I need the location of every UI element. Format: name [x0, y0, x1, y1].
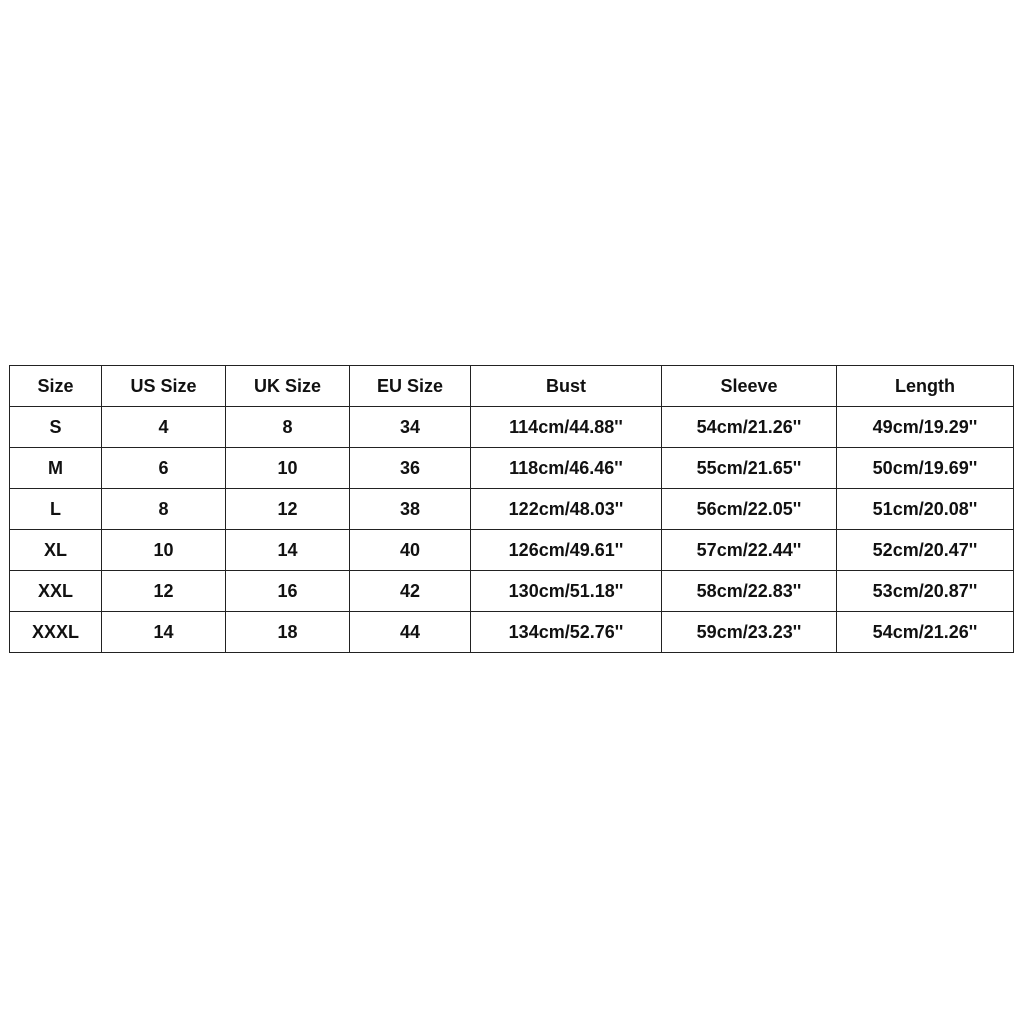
cell-uk-size: 16	[226, 571, 350, 612]
header-row	[10, 366, 1014, 407]
cell-length: 50cm/19.69''	[837, 448, 1014, 489]
cell-sleeve: 55cm/21.65''	[662, 448, 837, 489]
cell-uk-size: 10	[226, 448, 350, 489]
cell-bust: 134cm/52.76''	[471, 612, 662, 653]
header-size: Size	[10, 366, 102, 407]
cell-bust: 130cm/51.18''	[471, 571, 662, 612]
cell-bust: 118cm/46.46''	[471, 448, 662, 489]
cell-eu-size: 36	[350, 448, 471, 489]
cell-us-size: 14	[102, 612, 226, 653]
cell-bust: 114cm/44.88''	[471, 407, 662, 448]
cell-size: S	[10, 407, 102, 448]
cell-sleeve: 58cm/22.83''	[662, 571, 837, 612]
cell-us-size: 8	[102, 489, 226, 530]
cell-sleeve: 57cm/22.44''	[662, 530, 837, 571]
cell-us-size: 12	[102, 571, 226, 612]
table-row	[10, 571, 1014, 612]
cell-length: 51cm/20.08''	[837, 489, 1014, 530]
cell-eu-size: 38	[350, 489, 471, 530]
cell-size: L	[10, 489, 102, 530]
cell-eu-size: 44	[350, 612, 471, 653]
cell-uk-size: 18	[226, 612, 350, 653]
cell-eu-size: 34	[350, 407, 471, 448]
cell-us-size: 6	[102, 448, 226, 489]
header-us-size: US Size	[102, 366, 226, 407]
header-eu-size: EU Size	[350, 366, 471, 407]
cell-length: 49cm/19.29''	[837, 407, 1014, 448]
header-sleeve: Sleeve	[662, 366, 837, 407]
cell-length: 53cm/20.87''	[837, 571, 1014, 612]
table-row	[10, 489, 1014, 530]
cell-uk-size: 14	[226, 530, 350, 571]
cell-uk-size: 8	[226, 407, 350, 448]
cell-sleeve: 54cm/21.26''	[662, 407, 837, 448]
header-length: Length	[837, 366, 1014, 407]
cell-us-size: 4	[102, 407, 226, 448]
cell-length: 52cm/20.47''	[837, 530, 1014, 571]
size-chart-table	[9, 365, 1014, 653]
cell-size: XXL	[10, 571, 102, 612]
cell-size: XXXL	[10, 612, 102, 653]
cell-eu-size: 42	[350, 571, 471, 612]
table-row	[10, 407, 1014, 448]
cell-sleeve: 59cm/23.23''	[662, 612, 837, 653]
table-row	[10, 530, 1014, 571]
header-uk-size: UK Size	[226, 366, 350, 407]
cell-size: M	[10, 448, 102, 489]
cell-size: XL	[10, 530, 102, 571]
cell-sleeve: 56cm/22.05''	[662, 489, 837, 530]
cell-length: 54cm/21.26''	[837, 612, 1014, 653]
table-row	[10, 612, 1014, 653]
cell-bust: 126cm/49.61''	[471, 530, 662, 571]
cell-eu-size: 40	[350, 530, 471, 571]
cell-bust: 122cm/48.03''	[471, 489, 662, 530]
cell-uk-size: 12	[226, 489, 350, 530]
cell-us-size: 10	[102, 530, 226, 571]
header-bust: Bust	[471, 366, 662, 407]
table-row	[10, 448, 1014, 489]
